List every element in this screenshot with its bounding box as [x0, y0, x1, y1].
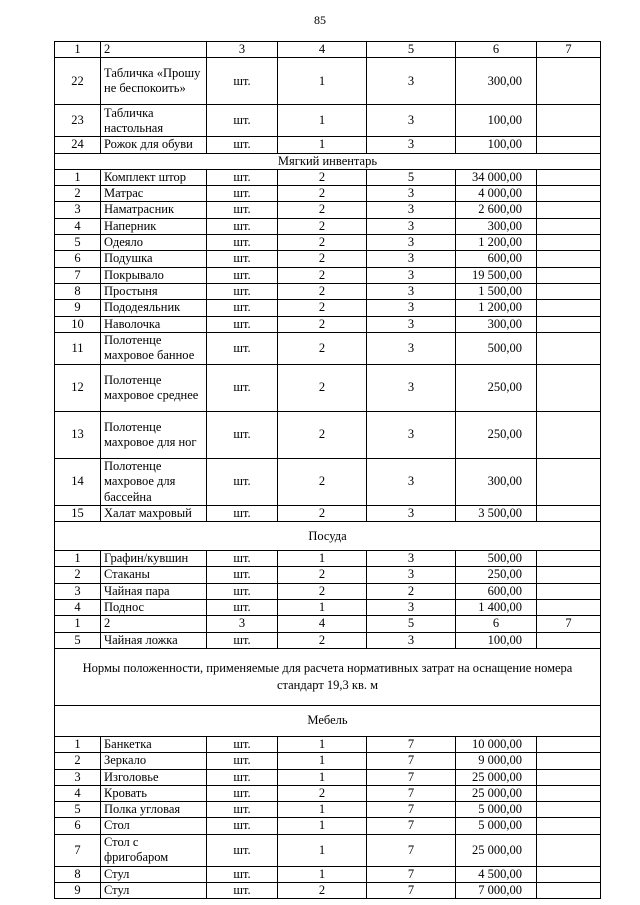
table-row	[55, 583, 601, 599]
item-name-cell: Табличка настольная	[101, 105, 207, 137]
unit-cell: шт.	[207, 169, 278, 185]
row-number-cell: 23	[55, 105, 101, 137]
item-name-cell: Кровать	[101, 785, 207, 801]
note-cell	[537, 736, 601, 752]
note-cell	[537, 316, 601, 332]
item-name-cell: Полотенце махровое для ног	[101, 411, 207, 458]
item-name-cell: Зеркало	[101, 753, 207, 769]
unit-cell: шт.	[207, 551, 278, 567]
note-cell	[537, 583, 601, 599]
item-name-cell: Поднос	[101, 600, 207, 616]
row-number-cell: 9	[55, 300, 101, 316]
row-number-cell: 4	[55, 785, 101, 801]
unit-cell: шт.	[207, 736, 278, 752]
note-cell	[537, 235, 601, 251]
table-row	[55, 283, 601, 299]
service-life-cell: 3	[367, 218, 456, 234]
item-name-cell: Табличка «Прошу не беспокоить»	[101, 58, 207, 105]
quantity-cell: 1	[278, 58, 367, 105]
note-cell	[537, 58, 601, 105]
unit-cell: шт.	[207, 458, 278, 505]
item-name-cell: Полка угловая	[101, 802, 207, 818]
item-name-cell: Стаканы	[101, 567, 207, 583]
unit-cell: шт.	[207, 769, 278, 785]
item-name-cell: Чайная ложка	[101, 632, 207, 648]
service-life-cell: 3	[367, 632, 456, 648]
item-name-cell: Рожок для обуви	[101, 137, 207, 153]
table-row	[55, 769, 601, 785]
price-cell: 7 000,00	[456, 883, 537, 899]
row-number-cell: 24	[55, 137, 101, 153]
column-number-cell: 3	[207, 616, 278, 632]
table-row	[55, 736, 601, 752]
quantity-cell: 2	[278, 251, 367, 267]
note-cell	[537, 567, 601, 583]
item-name-cell: Халат махровый	[101, 505, 207, 521]
service-life-cell: 3	[367, 251, 456, 267]
table-row	[55, 505, 601, 521]
note-cell	[537, 818, 601, 834]
service-life-cell: 3	[367, 505, 456, 521]
table-row	[55, 186, 601, 202]
column-number-cell: 6	[456, 42, 537, 58]
item-name-cell: Наволочка	[101, 316, 207, 332]
quantity-cell: 2	[278, 364, 367, 411]
quantity-cell: 1	[278, 802, 367, 818]
service-life-cell: 3	[367, 364, 456, 411]
table-row	[55, 105, 601, 137]
column-number-cell: 5	[367, 42, 456, 58]
unit-cell: шт.	[207, 58, 278, 105]
price-cell: 4 500,00	[456, 866, 537, 882]
price-cell: 250,00	[456, 364, 537, 411]
item-name-cell: Чайная пара	[101, 583, 207, 599]
price-cell: 9 000,00	[456, 753, 537, 769]
quantity-cell: 1	[278, 834, 367, 866]
section-dishes	[55, 522, 601, 551]
item-name-cell: Полотенце махровое банное	[101, 332, 207, 364]
note-cell	[537, 105, 601, 137]
price-cell: 1 200,00	[456, 300, 537, 316]
row-number-cell: 15	[55, 505, 101, 521]
note-cell	[537, 551, 601, 567]
service-life-cell: 7	[367, 883, 456, 899]
table-row	[55, 316, 601, 332]
row-number-cell: 7	[55, 267, 101, 283]
column-number-cell: 4	[278, 42, 367, 58]
note-cell	[537, 411, 601, 458]
unit-cell: шт.	[207, 600, 278, 616]
row-number-cell: 13	[55, 411, 101, 458]
note-cell	[537, 332, 601, 364]
price-cell: 250,00	[456, 411, 537, 458]
price-cell: 250,00	[456, 567, 537, 583]
table-row	[55, 753, 601, 769]
table-row	[55, 883, 601, 899]
unit-cell: шт.	[207, 316, 278, 332]
row-number-cell: 8	[55, 283, 101, 299]
table-row	[55, 785, 601, 801]
note-cell	[537, 458, 601, 505]
price-cell: 4 000,00	[456, 186, 537, 202]
table-row	[55, 600, 601, 616]
row-number-cell: 6	[55, 251, 101, 267]
service-life-cell: 7	[367, 753, 456, 769]
item-name-cell: Полотенце махровое среднее	[101, 364, 207, 411]
unit-cell: шт.	[207, 283, 278, 299]
item-name-cell: Наматрасник	[101, 202, 207, 218]
table-row	[55, 267, 601, 283]
row-number-cell: 6	[55, 818, 101, 834]
price-cell: 5 000,00	[456, 802, 537, 818]
unit-cell: шт.	[207, 632, 278, 648]
column-number-cell: 5	[367, 616, 456, 632]
norms-heading	[55, 648, 601, 705]
price-cell: 25 000,00	[456, 769, 537, 785]
quantity-cell: 1	[278, 818, 367, 834]
price-cell: 1 200,00	[456, 235, 537, 251]
note-cell	[537, 632, 601, 648]
row-number-cell: 11	[55, 332, 101, 364]
column-number-row	[55, 616, 601, 632]
table-row	[55, 866, 601, 882]
item-name-cell: Покрывало	[101, 267, 207, 283]
column-number-cell: 6	[456, 616, 537, 632]
quantity-cell: 1	[278, 600, 367, 616]
quantity-cell: 1	[278, 551, 367, 567]
price-cell: 3 500,00	[456, 505, 537, 521]
quantity-cell: 1	[278, 753, 367, 769]
section-dishes-title: Посуда	[55, 522, 601, 551]
unit-cell: шт.	[207, 883, 278, 899]
price-cell: 300,00	[456, 458, 537, 505]
item-name-cell: Стол с фригобаром	[101, 834, 207, 866]
unit-cell: шт.	[207, 834, 278, 866]
price-cell: 1 400,00	[456, 600, 537, 616]
price-cell: 25 000,00	[456, 834, 537, 866]
note-cell	[537, 364, 601, 411]
row-number-cell: 3	[55, 583, 101, 599]
note-cell	[537, 251, 601, 267]
column-number-cell: 7	[537, 616, 601, 632]
item-name-cell: Комплект штор	[101, 169, 207, 185]
note-cell	[537, 505, 601, 521]
service-life-cell: 3	[367, 58, 456, 105]
note-cell	[537, 186, 601, 202]
price-cell: 100,00	[456, 137, 537, 153]
row-number-cell: 22	[55, 58, 101, 105]
item-name-cell: Наперник	[101, 218, 207, 234]
quantity-cell: 1	[278, 137, 367, 153]
note-cell	[537, 600, 601, 616]
service-life-cell: 7	[367, 802, 456, 818]
item-name-cell: Матрас	[101, 186, 207, 202]
unit-cell: шт.	[207, 753, 278, 769]
quantity-cell: 2	[278, 316, 367, 332]
row-number-cell: 5	[55, 802, 101, 818]
note-cell	[537, 283, 601, 299]
note-cell	[537, 137, 601, 153]
note-cell	[537, 883, 601, 899]
price-cell: 300,00	[456, 218, 537, 234]
service-life-cell: 3	[367, 235, 456, 251]
quantity-cell: 2	[278, 186, 367, 202]
service-life-cell: 3	[367, 186, 456, 202]
norms-table	[54, 41, 601, 899]
service-life-cell: 3	[367, 411, 456, 458]
unit-cell: шт.	[207, 332, 278, 364]
quantity-cell: 2	[278, 218, 367, 234]
row-number-cell: 7	[55, 834, 101, 866]
section-furniture	[55, 705, 601, 736]
quantity-cell: 2	[278, 567, 367, 583]
page-number: 85	[314, 13, 326, 27]
quantity-cell: 2	[278, 235, 367, 251]
section-soft-inventory-title: Мягкий инвентарь	[55, 153, 601, 169]
row-number-cell: 12	[55, 364, 101, 411]
quantity-cell: 2	[278, 169, 367, 185]
quantity-cell: 2	[278, 785, 367, 801]
price-cell: 1 500,00	[456, 283, 537, 299]
quantity-cell: 2	[278, 267, 367, 283]
row-number-cell: 2	[55, 753, 101, 769]
item-name-cell: Одеяло	[101, 235, 207, 251]
item-name-cell: Изголовье	[101, 769, 207, 785]
service-life-cell: 3	[367, 202, 456, 218]
table-row	[55, 218, 601, 234]
price-cell: 5 000,00	[456, 818, 537, 834]
column-number-cell: 7	[537, 42, 601, 58]
price-cell: 34 000,00	[456, 169, 537, 185]
note-cell	[537, 866, 601, 882]
unit-cell: шт.	[207, 105, 278, 137]
service-life-cell: 3	[367, 137, 456, 153]
quantity-cell: 2	[278, 202, 367, 218]
row-number-cell: 2	[55, 567, 101, 583]
item-name-cell: Простыня	[101, 283, 207, 299]
table-row	[55, 802, 601, 818]
service-life-cell: 3	[367, 316, 456, 332]
quantity-cell: 2	[278, 883, 367, 899]
row-number-cell: 14	[55, 458, 101, 505]
table-row	[55, 551, 601, 567]
unit-cell: шт.	[207, 785, 278, 801]
row-number-cell: 2	[55, 186, 101, 202]
service-life-cell: 7	[367, 866, 456, 882]
note-cell	[537, 802, 601, 818]
price-cell: 19 500,00	[456, 267, 537, 283]
unit-cell: шт.	[207, 818, 278, 834]
note-cell	[537, 218, 601, 234]
row-number-cell: 9	[55, 883, 101, 899]
note-cell	[537, 267, 601, 283]
service-life-cell: 3	[367, 267, 456, 283]
quantity-cell: 2	[278, 583, 367, 599]
price-cell: 300,00	[456, 58, 537, 105]
column-number-row	[55, 42, 601, 58]
service-life-cell: 7	[367, 785, 456, 801]
table-row	[55, 58, 601, 105]
table-row	[55, 137, 601, 153]
price-cell: 10 000,00	[456, 736, 537, 752]
unit-cell: шт.	[207, 866, 278, 882]
column-number-cell: 2	[101, 616, 207, 632]
table-row	[55, 235, 601, 251]
unit-cell: шт.	[207, 218, 278, 234]
service-life-cell: 3	[367, 300, 456, 316]
column-number-cell: 1	[55, 42, 101, 58]
unit-cell: шт.	[207, 583, 278, 599]
unit-cell: шт.	[207, 411, 278, 458]
column-number-cell: 3	[207, 42, 278, 58]
service-life-cell: 7	[367, 736, 456, 752]
table-row	[55, 567, 601, 583]
unit-cell: шт.	[207, 505, 278, 521]
norms-heading-title: Нормы положенности, применяемые для расчета нормативных затрат на оснащение номера стандарт 19,3 кв. м	[55, 648, 601, 705]
service-life-cell: 3	[367, 458, 456, 505]
price-cell: 100,00	[456, 632, 537, 648]
price-cell: 100,00	[456, 105, 537, 137]
service-life-cell: 7	[367, 834, 456, 866]
quantity-cell: 2	[278, 300, 367, 316]
column-number-cell: 4	[278, 616, 367, 632]
service-life-cell: 7	[367, 818, 456, 834]
table-row	[55, 251, 601, 267]
quantity-cell: 2	[278, 283, 367, 299]
row-number-cell: 3	[55, 202, 101, 218]
row-number-cell: 4	[55, 600, 101, 616]
row-number-cell: 8	[55, 866, 101, 882]
price-cell: 600,00	[456, 583, 537, 599]
unit-cell: шт.	[207, 137, 278, 153]
service-life-cell: 5	[367, 169, 456, 185]
item-name-cell: Стол	[101, 818, 207, 834]
note-cell	[537, 769, 601, 785]
row-number-cell: 3	[55, 769, 101, 785]
price-cell: 2 600,00	[456, 202, 537, 218]
service-life-cell: 3	[367, 332, 456, 364]
row-number-cell: 4	[55, 218, 101, 234]
row-number-cell: 5	[55, 632, 101, 648]
unit-cell: шт.	[207, 300, 278, 316]
column-number-cell: 1	[55, 616, 101, 632]
note-cell	[537, 202, 601, 218]
note-cell	[537, 300, 601, 316]
service-life-cell: 2	[367, 583, 456, 599]
section-soft-inventory	[55, 153, 601, 169]
price-cell: 25 000,00	[456, 785, 537, 801]
service-life-cell: 3	[367, 105, 456, 137]
section-furniture-title: Мебель	[55, 705, 601, 736]
quantity-cell: 2	[278, 332, 367, 364]
table-row	[55, 411, 601, 458]
item-name-cell: Графин/кувшин	[101, 551, 207, 567]
unit-cell: шт.	[207, 267, 278, 283]
quantity-cell: 2	[278, 458, 367, 505]
quantity-cell: 2	[278, 411, 367, 458]
quantity-cell: 1	[278, 769, 367, 785]
service-life-cell: 3	[367, 283, 456, 299]
table-row	[55, 300, 601, 316]
quantity-cell: 1	[278, 105, 367, 137]
table-row	[55, 364, 601, 411]
quantity-cell: 1	[278, 866, 367, 882]
unit-cell: шт.	[207, 364, 278, 411]
note-cell	[537, 834, 601, 866]
unit-cell: шт.	[207, 251, 278, 267]
item-name-cell: Банкетка	[101, 736, 207, 752]
row-number-cell: 5	[55, 235, 101, 251]
table-row	[55, 202, 601, 218]
table-row	[55, 632, 601, 648]
service-life-cell: 3	[367, 567, 456, 583]
unit-cell: шт.	[207, 186, 278, 202]
row-number-cell: 1	[55, 736, 101, 752]
item-name-cell: Подушка	[101, 251, 207, 267]
column-number-cell: 2	[101, 42, 207, 58]
note-cell	[537, 753, 601, 769]
note-cell	[537, 785, 601, 801]
quantity-cell: 2	[278, 632, 367, 648]
row-number-cell: 1	[55, 169, 101, 185]
table-row	[55, 169, 601, 185]
quantity-cell: 1	[278, 736, 367, 752]
table-row	[55, 332, 601, 364]
row-number-cell: 10	[55, 316, 101, 332]
unit-cell: шт.	[207, 235, 278, 251]
price-cell: 500,00	[456, 551, 537, 567]
price-cell: 500,00	[456, 332, 537, 364]
note-cell	[537, 169, 601, 185]
table-row	[55, 818, 601, 834]
unit-cell: шт.	[207, 202, 278, 218]
service-life-cell: 3	[367, 551, 456, 567]
service-life-cell: 3	[367, 600, 456, 616]
service-life-cell: 7	[367, 769, 456, 785]
item-name-cell: Пододеяльник	[101, 300, 207, 316]
item-name-cell: Стул	[101, 883, 207, 899]
table-row	[55, 458, 601, 505]
row-number-cell: 1	[55, 551, 101, 567]
price-cell: 300,00	[456, 316, 537, 332]
item-name-cell: Стул	[101, 866, 207, 882]
unit-cell: шт.	[207, 802, 278, 818]
price-cell: 600,00	[456, 251, 537, 267]
item-name-cell: Полотенце махровое для бассейна	[101, 458, 207, 505]
table-row	[55, 834, 601, 866]
unit-cell: шт.	[207, 567, 278, 583]
quantity-cell: 2	[278, 505, 367, 521]
